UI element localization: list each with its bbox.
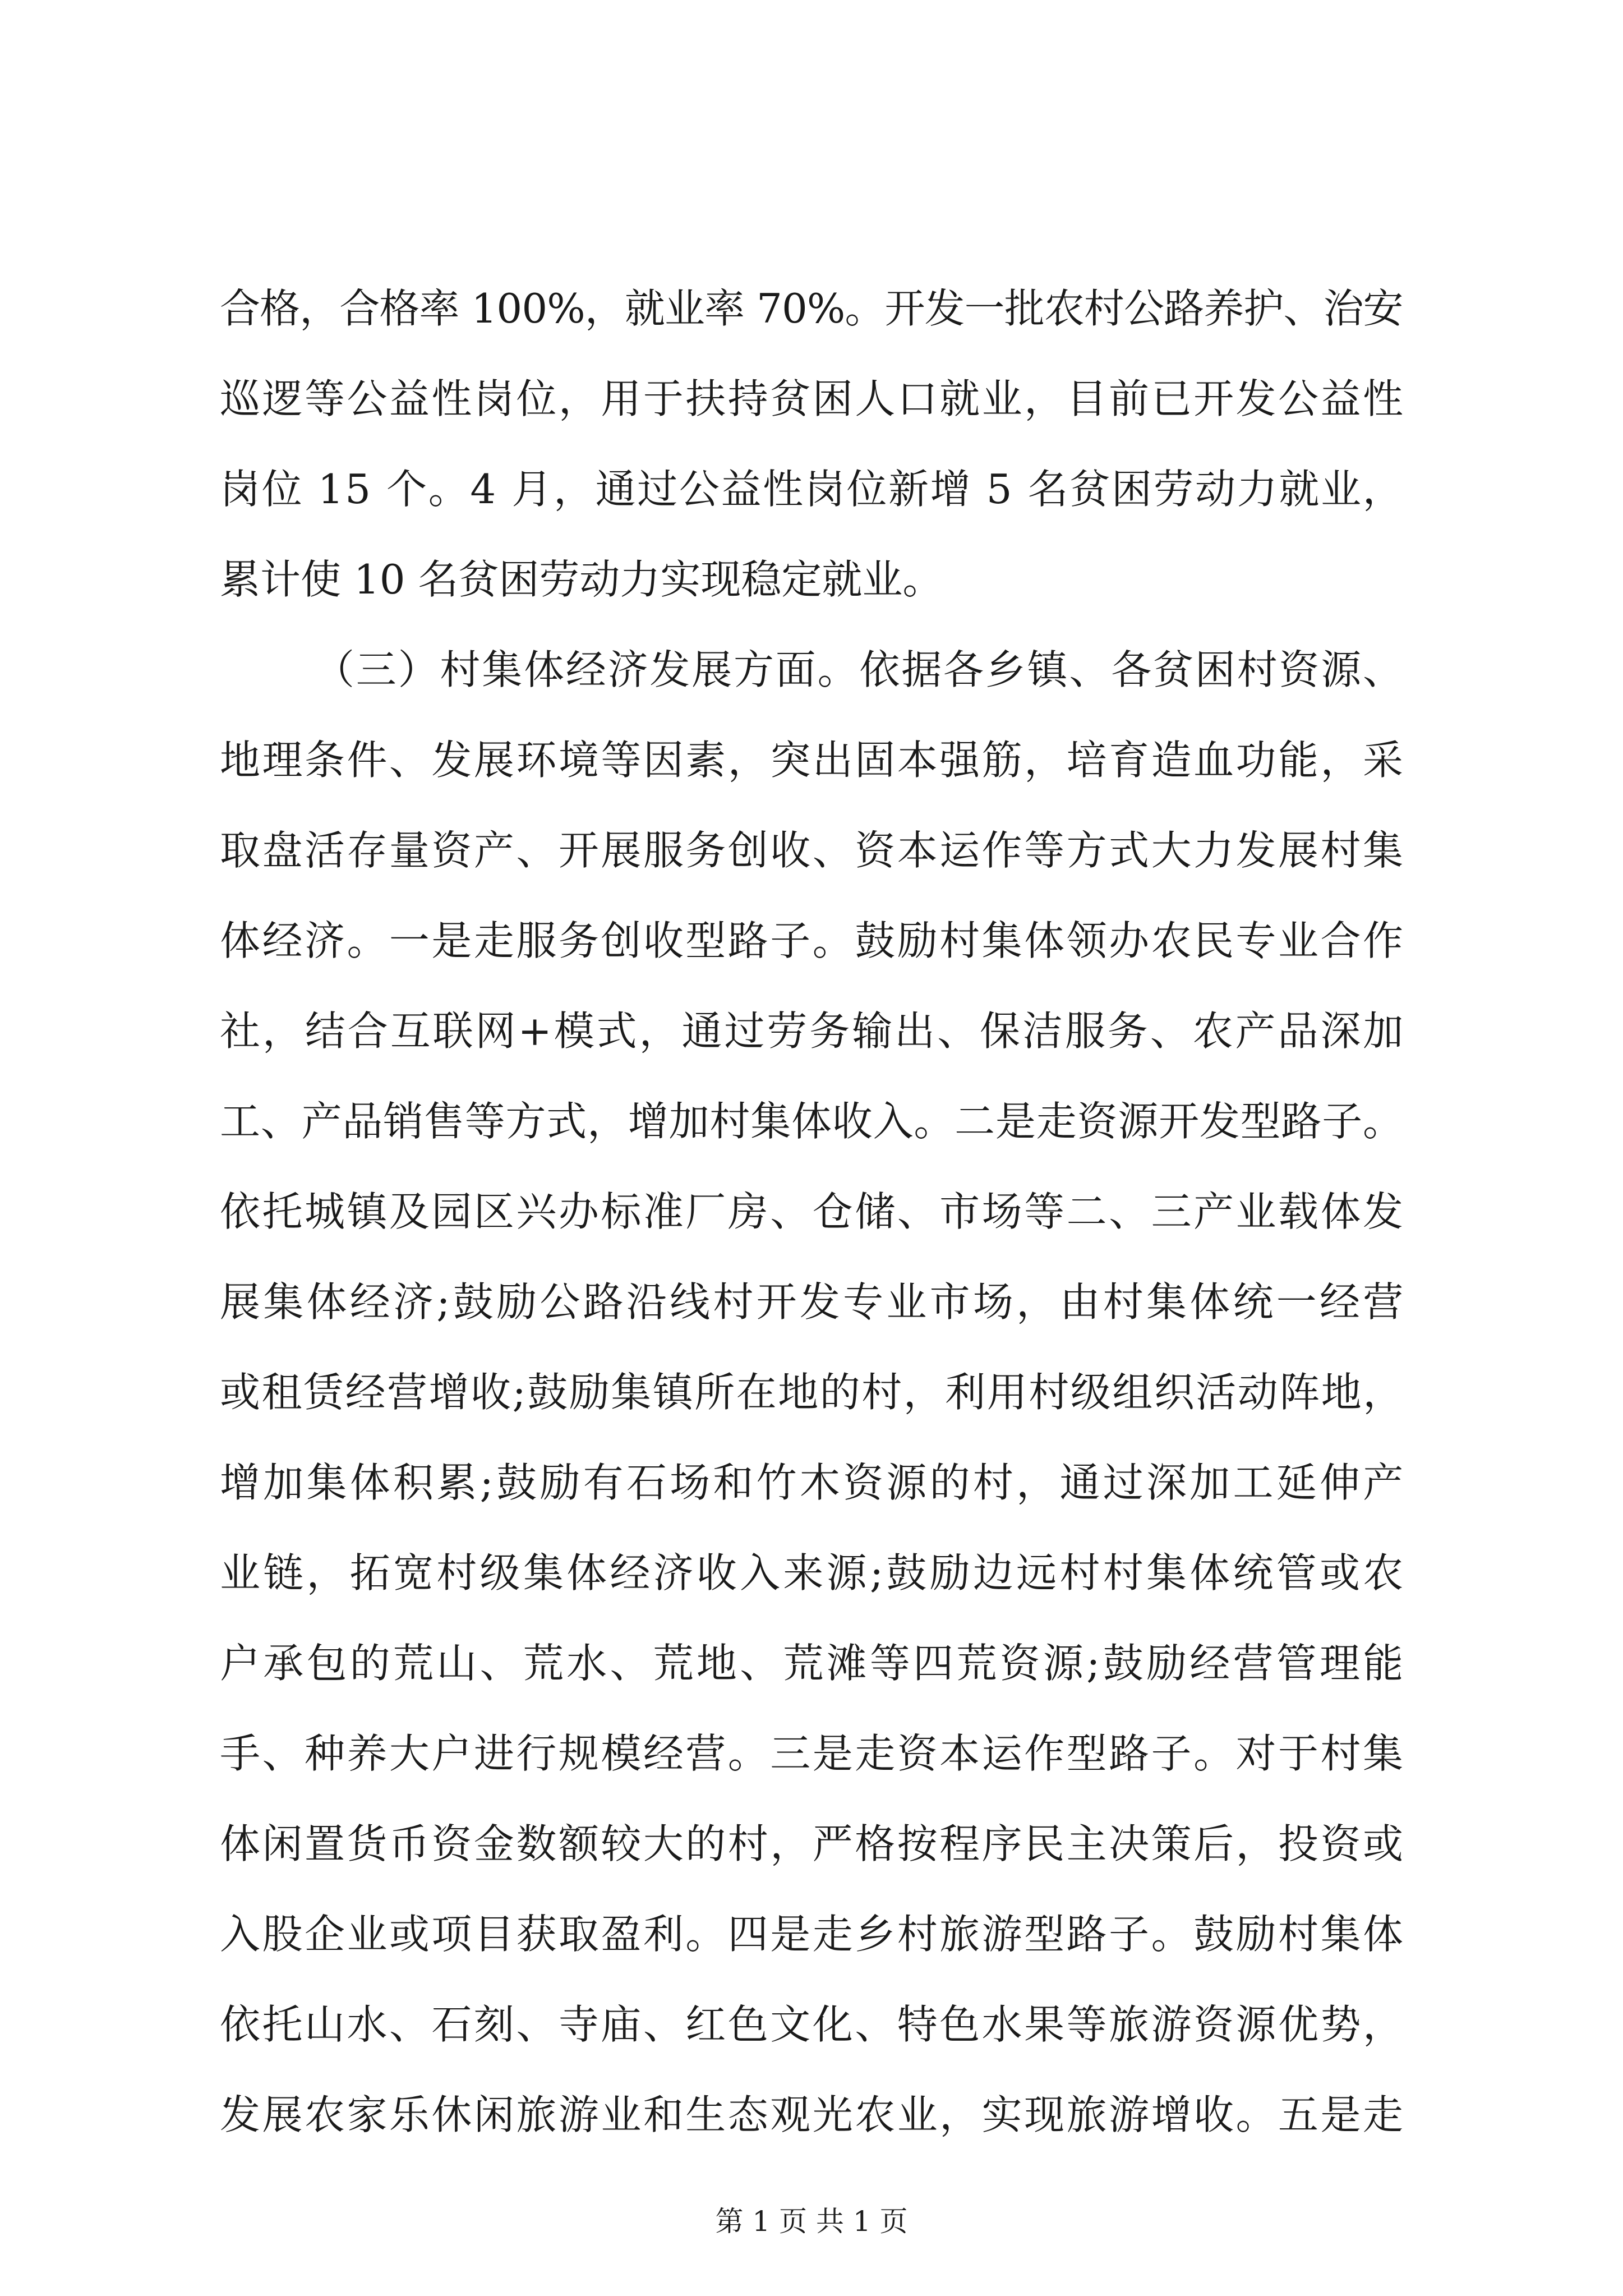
body-text-line: 展集体经济;鼓励公路沿线村开发专业市场，由村集体统一经营 [220, 1278, 1407, 1326]
body-text-line: 体闲置货币资金数额较大的村，严格按程序民主决策后，投资或 [220, 1820, 1405, 1867]
body-text-line: 依托城镇及园区兴办标准厂房、仓储、市场等二、三产业载体发 [220, 1188, 1405, 1235]
body-text-line: 累计使 10 名贫困劳动力实现稳定就业。 [220, 556, 943, 603]
body-text-line: 巡逻等公益性岗位，用于扶持贫困人口就业，目前已开发公益性 [220, 375, 1405, 422]
paragraph-first-line: （三）村集体经济发展方面。依据各乡镇、各贫困村资源、 [314, 646, 1405, 693]
body-text-line: 或租赁经营增收;鼓励集镇所在地的村，利用村级组织活动阵地， [220, 1369, 1405, 1416]
body-text-line: 工、产品销售等方式，增加村集体收入。二是走资源开发型路子。 [220, 1098, 1404, 1145]
body-text-line: 体经济。一是走服务创收型路子。鼓励村集体领办农民专业合作 [220, 917, 1405, 964]
body-text-line: 合格，合格率 100%，就业率 70%。开发一批农村公路养护、治安 [220, 285, 1403, 332]
body-text-line: 取盘活存量资产、开展服务创收、资本运作等方式大力发展村集 [220, 827, 1405, 874]
body-text-line: 手、种养大户进行规模经营。三是走资本运作型路子。对于村集 [220, 1730, 1405, 1777]
body-text-line: 增加集体积累;鼓励有石场和竹木资源的村，通过深加工延伸产 [220, 1459, 1407, 1506]
body-text-line: 岗位 15 个。4 月，通过公益性岗位新增 5 名贫困劳动力就业， [220, 466, 1405, 513]
body-text-line: 发展农家乐休闲旅游业和生态观光农业，实现旅游增收。五是走 [220, 2091, 1405, 2138]
body-text-line: 业链，拓宽村级集体经济收入来源;鼓励边远村村集体统管或农 [220, 1549, 1407, 1596]
body-text-line: 入股企业或项目获取盈利。四是走乡村旅游型路子。鼓励村集体 [220, 1911, 1405, 1958]
body-text-line: 依托山水、石刻、寺庙、红色文化、特色水果等旅游资源优势， [220, 2001, 1405, 2048]
body-text-line: 社，结合互联网+模式，通过劳务输出、保洁服务、农产品深加 [220, 1007, 1406, 1055]
body-text-line: 户承包的荒山、荒水、荒地、荒滩等四荒资源;鼓励经营管理能 [220, 1640, 1407, 1687]
body-text-line: 地理条件、发展环境等因素，突出固本强筋，培育造血功能，采 [220, 737, 1405, 784]
page-footer: 第 1 页 共 1 页 [715, 2205, 908, 2238]
